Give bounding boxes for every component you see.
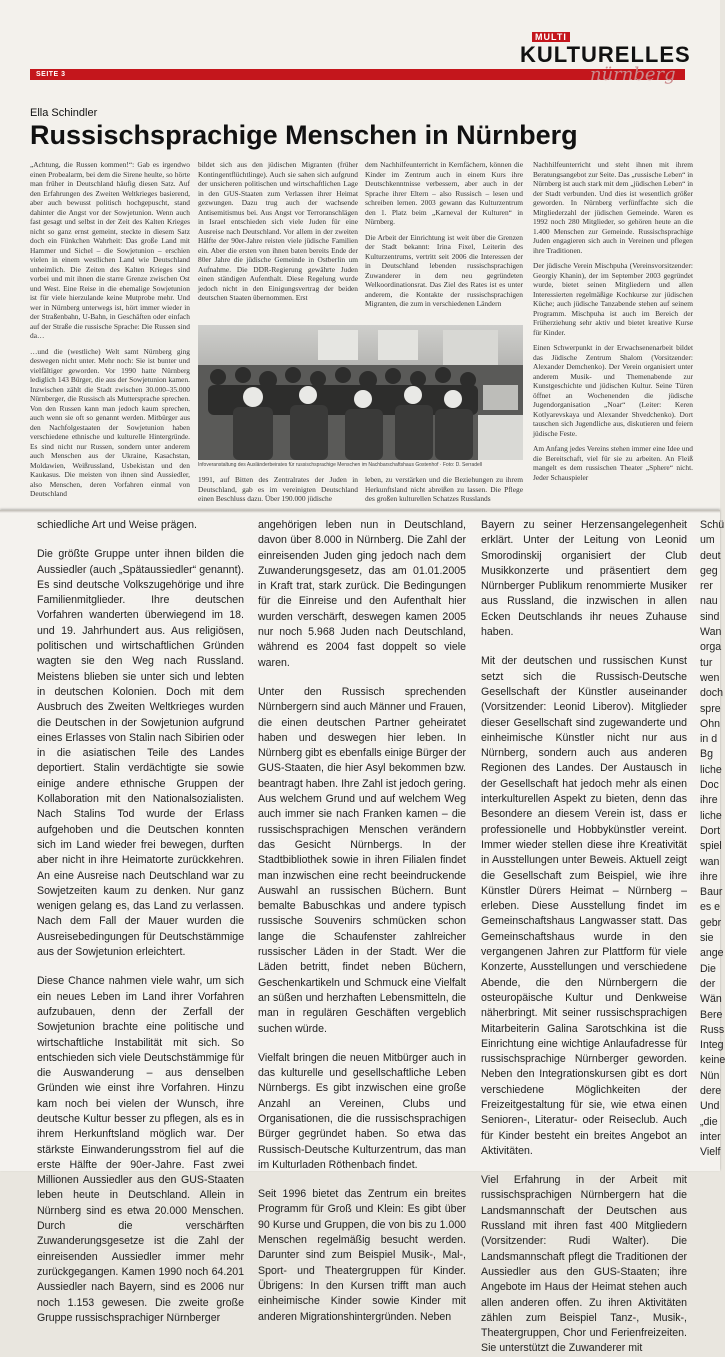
cropped-line-fragment: ihre bbox=[700, 794, 718, 807]
paragraph: 1991, auf Bitten des Zentralrates der Juden in Deutschland, gab es im vereinigten Deutschland einen Beschluss dazu. Über 190.000 jüdische bbox=[198, 475, 358, 503]
audience-photo-image bbox=[198, 325, 523, 460]
cropped-line-fragment: „die bbox=[700, 1115, 718, 1128]
page-number: SEITE 3 bbox=[36, 71, 66, 78]
cropped-line-fragment: Bere bbox=[700, 1008, 723, 1021]
logo-nuernberg: nürnberg bbox=[590, 64, 676, 85]
lower-column-4-cropped bbox=[700, 518, 725, 1168]
cropped-line-fragment: orga bbox=[700, 641, 722, 654]
cropped-line-fragment: Schü bbox=[700, 519, 725, 531]
cropped-line-fragment: wen bbox=[700, 671, 720, 684]
article-headline: Russischsprachige Menschen in Nürnberg bbox=[30, 120, 578, 150]
logo-multi: MULTI bbox=[532, 32, 570, 42]
cropped-line-fragment: Nün bbox=[700, 1069, 720, 1082]
article-column-3-continued bbox=[365, 475, 523, 510]
paragraph: dem Nachhilfeunterricht in Kernfächern, können die Kinder im Zentrum auch in einem Kurs ihre Deutschkenntnisse verbessern, aber auch in der Sprache ihrer Eltern – also Russisch – lesen und schreiben lernen. 2003 gewann das Kulturzentrum den 1. Platz beim „Karneval der Kulturen“ in Nürnberg. bbox=[365, 160, 523, 226]
cropped-line-fragment: inter bbox=[700, 1130, 721, 1143]
magazine-logo bbox=[520, 30, 710, 95]
paragraph: bildet sich aus den jüdischen Migranten (früher Kontingentflüchtlinge). Auch sie sahen sich aufgrund der unsicheren politischen und wirtschaftlichen Lage in den GUS-Staaten zum Verlassen ihrer Heimat gezwungen. Dazu trug auch der wachsende Antisemitismus bei. Aus Angst vor Terroranschlägen in Israel entschieden sich viele Juden für eine Ausreise nach Deutschland. Vor allem in der zweiten Hälfte der 90er-Jahre reisten viele jüdische Familien ein. Aber die ersten von ihnen baten bereits Ende der 80er Jahre die jüdische Gemeinde in Ostberlin um Aufnahme. Die DDR-Regierung gewährte Juden einen ständigen Aufenthalt. Diese Regelung wurde jedoch nicht in den Einigungsvertrag der beiden deutschen Staaten übernommen. Erst bbox=[198, 160, 358, 302]
paragraph: Die größte Gruppe unter ihnen bilden die Aussiedler (auch „Spätaussiedler“ genannt). Es sind deutsche Volkszugehörige und ihre Familienmitglieder. Ihre deutschen Vorfahren wanderten überwiegend im 18. und 19. Jahrhundert aus. Aus religiösen, politischen und wirtschaftlichen Gründen wagten sie den Weg nach Russland. Meistens blieben sie unter sich und lebten in deutschen Kolonien. Doch mit dem Ausbruch des Zweiten Weltkrieges wurden die Deutschen in der Sowjetunion aufgrund eines Erlasses von Stalin nach Sibirien oder in die asiatischen Teile des Landes deportiert. Stalin verdächtigte sie sowie einige andere ethnische Gruppen der Kollaboration mit den Nationalsozialisten. Nach Stalins Tod wurde der Erlass aufgehoben und die Deutschen konnten sich im Land wieder frei bewegen, durften aber nicht in ihre Heimatorte zurückkehren. An eine Ausreise nach Deutschland war zu Sowjetzeiten kaum zu denken. Nur ganz wenigen gelang es, das Land zu verlassen. Nach dem Fall der Mauer wurden die Ausreisebedingungen für Deutschstämmige aus der Sowjetunion erleichtert. bbox=[37, 548, 244, 959]
lower-column-2 bbox=[258, 518, 466, 1323]
newspaper-page-lower bbox=[0, 510, 725, 1355]
cropped-line-fragment: Bg bbox=[700, 748, 713, 761]
article-column-2-continued bbox=[198, 475, 358, 510]
cropped-line-fragment: keine bbox=[700, 1054, 725, 1067]
paragraph: …und die (westliche) Welt samt Nürnberg ging deswegen nicht unter. Mehr noch: Sie ist bunter und vielfältiger geworden. Vor 1990 hatte Nürnberg lediglich 143 Bürger, die aus der Sowjetunion kamen. Inzwischen zählt die Stadt zwischen 30.000–35.000 Nürnberger, die Russisch als Muttersprache sprechen. Von den Russen kann man jedoch kaum sprechen, auch wenn sie oft so genannt werden. Mitbürger aus den Nachfolgestaaten der Sowjetunion haben verschiedene ethnische und kulturelle Hintergründe. Es sind nicht nur Russen, sondern unter anderem auch Menschen aus der Ukraine, Kasachstan, Moldawien, Weißrussland, Usbekistan und den Kaukasus. Die meisten von ihnen sind Aussiedler, also Menschen, deren Vorfahren einmal von Deutschland bbox=[30, 346, 190, 498]
cropped-line-fragment: rer bbox=[700, 580, 713, 593]
cropped-line-fragment: sind bbox=[700, 610, 720, 623]
article-column-1 bbox=[30, 160, 190, 510]
cropped-line-fragment: Doc bbox=[700, 779, 719, 792]
cropped-line-fragment: spre bbox=[700, 702, 721, 715]
cropped-line-fragment: nau bbox=[700, 595, 718, 608]
logo-kulturelles: KULTURELLES bbox=[520, 42, 691, 67]
lower-column-3 bbox=[481, 518, 687, 1355]
cropped-line-fragment: dere bbox=[700, 1084, 722, 1097]
cropped-line-fragment: Wän bbox=[700, 993, 722, 1006]
cropped-line-fragment: Und bbox=[700, 1100, 720, 1113]
cropped-line-fragment: geg bbox=[700, 564, 718, 577]
cropped-line-fragment: Vielf bbox=[700, 1146, 721, 1159]
cropped-line-fragment: liche bbox=[700, 809, 722, 822]
photo-caption: Infoveranstaltung des Ausländerbeirates für russischsprachige Menschen im Nachbarschaftshaus Gostenhof · Foto: D. Serradell bbox=[198, 462, 483, 468]
cropped-line-fragment: der bbox=[700, 977, 716, 990]
cropped-line-fragment: Russ bbox=[700, 1023, 725, 1036]
paragraph: Vielfalt bringen die neuen Mitbürger auch in das kulturelle und gesellschaftliche Leben Nürnbergs. Es gibt inzwischen eine große Anzahl an Vereinen, Clubs und Organisationen, die die russischsprachigen Bürger gegründet haben. So etwa das Russisch-Deutsche Kulturzentrum, das man im Kulturladen Röthenbach findet. bbox=[258, 1051, 466, 1171]
paragraph: Am Anfang jedes Vereins stehen immer eine Idee und die Bereitschaft, viel für sie zu arbeiten. An Fleiß mangelt es dem russischen Theater „Sphere“ nicht. Jeder Schauspieler bbox=[533, 444, 693, 482]
cropped-line-fragment: ange bbox=[700, 947, 724, 960]
cropped-line-fragment: Integ bbox=[700, 1039, 724, 1052]
cropped-line-fragment: Wan bbox=[700, 626, 722, 639]
cropped-line-fragment: Ohn bbox=[700, 717, 721, 730]
paragraph: Die Arbeit der Einrichtung ist weit über die Grenzen der Stadt bekannt: Irina Fixel, Leiterin des Kulturzentrums, vertritt seit 2006 die Interessen der in Deutschland lebenden russischsprachigen Zuwanderer in dem neu gegründeten Welkoordinationsrat. Das Ziel des Rates ist es unter anderem, die Kontakte der russischsprachigen Migranten, die zum in verschiedenen Ländern bbox=[365, 232, 523, 308]
cropped-line-fragment: doch bbox=[700, 687, 723, 700]
cropped-line-fragment: Dort bbox=[700, 824, 721, 837]
article-column-4 bbox=[533, 160, 693, 510]
cropped-line-fragment: um bbox=[700, 534, 715, 547]
article-author: Ella Schindler bbox=[30, 107, 98, 119]
cropped-line-fragment: in d bbox=[700, 733, 718, 746]
paragraph: „Achtung, die Russen kommen!“: Gab es irgendwo einen Probealarm, bei dem die Sirene heulte, so hörte man früher in Deutschland häufig diesen Satz. Auf den Erfahrungen des Zweiten Weltkrieges basierend, aber auch bewusst politisch hochgepuscht, stand dahinter die Angst vor der Sowjetunion. Wenn auch fast gesagt und selbst in der Zeit des Kalten Krieges nicht so ganz ernst gemeint, steckte in diesem Satz doch ein Fünkchen Wahrheit: Das große Land mit Hammer und Sichel – die Sowjetunion – erschien vielen in einem westlichen Land wie Deutschland unheimlich. Die Zeiten des Kalten Krieges sind vorbei und mit ihnen die starre Grenze zwischen Ost und West. Eine Reise in die ehemalige Sowjetunion ist für viele hierzulande keine Mutprobe mehr. Und wer in Nürnberg unterwegs ist, hört immer wieder in der Straßenbahn, U-Bahn, in Geschäften oder einfach auf der Straße die russische Sprache: Die Russen sind da… bbox=[30, 160, 190, 340]
cropped-line-fragment: deut bbox=[700, 549, 721, 562]
lower-column-1 bbox=[37, 518, 244, 1324]
cropped-line-fragment: liche bbox=[700, 763, 722, 776]
paper-fold-shadow bbox=[0, 510, 720, 513]
cropped-line-fragment: tur bbox=[700, 656, 713, 669]
paragraph: Bayern zu seiner Herzensangelegenheit erklärt. Unter der Leitung von Leonid Smorodinskij organisiert der Club Musikkonzerte und präsentiert dem Nürnberger Publikum renommierte Musiker aus Russland, die inzwischen in allen Ecken Deutschlands ihr neues Zuhause haben. bbox=[481, 519, 687, 639]
article-column-2 bbox=[198, 160, 358, 320]
cropped-line-fragment: spiel bbox=[700, 840, 722, 853]
paragraph: Unter den Russisch sprechenden Nürnbergern sind auch Männer und Frauen, die einen deutschen Partner geheiratet haben und deswegen hier leben. In Nürnberg gibt es ebenfalls einige Bürger der GUS-Staaten, die hier Asyl bekommen bzw. beantragt haben. Ihre Zahl ist jedoch gering. Aus welchem Grund und auf welchem Weg auch immer sie nach Franken kamen – die russischsprachigen Menschen verändern das Gesicht Nürnbergs. In der Stadtbibliothek sowie in ihren Filialen findet man inzwischen eine recht beeindruckende Auswahl an russischen Büchern. Bunt bemalte Babuschkas und andere typisch russische Souvenirs schmücken schon lange die Schaufenster zahlreicher russischer Läden in der Stadt. Wer die Läden betritt, findet neben Büchern, Geschenkartikeln und Schmuck eine Vielfalt an süßen und herzhaften Lebensmitteln, die man in regulären Geschäften vergeblich suchen würde. bbox=[258, 685, 466, 1035]
cropped-line-fragment: es e bbox=[700, 901, 721, 914]
paragraph: Nachhilfeunterricht und steht ihnen mit ihrem Beratungsangebot zur Seite. Das „russische Leben“ in Nürnberg ist auch stark mit dem „jüdischen Leben“ in der Stadt verbunden. Und dies ist wesentlich größer geworden. In Nürnberg verfünffachte sich die Mitgliederzahl der jüdischen Gemeinde. Waren es 1992 noch 280 Mitglieder, so gehören heute an die 1.400 Menschen zur Gemeinde. Russischsprachige Juden engagieren sich auch in Vereinen und pflegen ihre Traditionen. bbox=[533, 160, 693, 255]
article-column-3 bbox=[365, 160, 523, 320]
cropped-line-fragment: gebr bbox=[700, 916, 722, 929]
cropped-line-fragment: Baur bbox=[700, 886, 723, 899]
paragraph: Einen Schwerpunkt in der Erwachsenenarbeit bildet das Jüdische Zentrum Shalom (Vorsitzender: Alexander Demchenko). Der Verein organisiert unter anderem Musik- und Themenabende zur Kunstgeschichte und jüdischen Kultur. Seine Türen öffnet an Wochenenden die jüdische Jugendorganisation „Noar“ (Leiter: Keren Kotlyarevskaya und Alexander Shvedchenko). Dort tauschen sich Jugendliche aus, diskutieren und feiern jüdische Feste. bbox=[533, 343, 693, 438]
paragraph: Mit der deutschen und russischen Kunst setzt sich die Russisch-Deutsche Gesellschaft der Künstler auseinander (Vorsitzender: Leonid Liberov). Mitglieder dieser Gesellschaft sind zugewanderte und einheimische Künstler nicht nur aus Nürnberg, sondern auch aus anderen Regionen des Landes. Der Austausch in der Gesellschaft hat jedoch mehr als einen interkulturellen Aspekt zu bieten, denn das Besondere an diesem Verein ist, dass er professionelle und Hobbykünstler vereint. Immer wieder stellen diese ihre Kreativität in Ausstellungen unter Beweis. Aktuell zeigt die Gesellschaft zum Beispiel, wie ihre Künstler Dürers Heimat – Nürnberg – erleben. Diese Ausstellung findet im Gemeinschaftshaus Langwasser statt. Das Gemeinschaftshaus wurde in den vergangenen Jahren zur Plattform für viele Konzerte, Ausstellungen und verschiedene Abende, die den Nürnbergern die osteuropäische Kultur und Denkweise näherbringt. Mit seiner russischsprachigen Mitarbeiterin Galina Sarotschkina ist die Einrichtung eine wichtige Anlaufadresse für russischsprachige Nürnberger geworden. Neben den Integrationskursen gibt es dort verschiedene Möglichkeiten der Freizeitgestaltung für sie, wie etwa einen Senioren-, Literatur- oder Reiseclub. Auch für Kinder besteht ein breites Angebot an Aktivitäten. bbox=[481, 655, 687, 1157]
paragraph: Diese Chance nahmen viele wahr, um sich ein neues Leben im Land ihrer Vorfahren aufzubauen, denn der Zerfall der Sowjetunion brachte eine politische und wirtschaftliche Instabilität mit sich. So entschieden sich viele Deutschstämmige für die Auswanderung – aus denselben Gründen wie einst ihre Vorfahren. Hinzu kam noch bei vielen der Wunsch, ihre deutsche Kultur besser zu pflegen, als es in ihrem Herkunftsland möglich war. Der stärkste Einwanderungsstrom fiel auf die erste Hälfte der 90er-Jahre. Fast zwei Millionen Aussiedler aus den GUS-Staaten leben heute in Deutschland. Allein in Nürnberg sind es etwa 20.000 Menschen. Durch die verschärften Zuwanderungsgesetze ist die Zahl der einreisenden Aussiedler immer mehr zurückgegangen. Kamen 1990 noch 64.201 Aussiedler nach Bayern, sind es 2006 nur noch 1.153 gewesen. Die zweite große Gruppe russischsprachiger Nürnberger bbox=[37, 975, 244, 1324]
paragraph: Der jüdische Verein Mischpuha (Vereinsvorsitzender: Georgiy Khanin), der im September 2003 gegründet wurde, bietet seinen Mitgliedern und allen Interessierten regelmäßige Kochkurse zur jüdischen Küche; auch jüdische Tanzabende stehen auf seinem Programm. Mischpuha ist auch im Bereich der Früherziehung sehr aktiv und bietet kreative Kurse für Kinder. bbox=[533, 261, 693, 337]
cropped-line-fragment: ihre bbox=[700, 870, 718, 883]
paragraph: Viel Erfahrung in der Arbeit mit russischsprachigen Nürnbergern hat die Landsmannschaft der Deutschen aus Russland mit ihren fast 400 Mitgliedern (Vorsitzender: Rudi Walter). Die Landsmannschaft pflegt die Traditionen der Aussiedler aus den GUS-Staaten; ihre Angebote im Haus der Heimat stehen auch allen anderen offen. Zu ihren Aktivitäten zählen zum Beispiel Tanz-, Musik-, Theatergruppen, Chor und Ferienfreizeiten. Sie unterstützt die Zuwanderer mit bbox=[481, 1174, 687, 1355]
paragraph: Seit 1996 bietet das Zentrum ein breites Programm für Groß und Klein: Es gibt über 90 Kurse und Gruppen, die von bis zu 1.000 Menschen regelmäßig besucht werden. Darunter sind zum Beispiel Musik-, Mal-, Sport- und Theatergruppen für Kinder. Übrigens: In den Kursen trifft man auch einheimische Kinder sowie Kinder mit anderen Migrationshintergründen. Neben bbox=[258, 1188, 466, 1323]
cropped-line-fragment: Die bbox=[700, 962, 716, 975]
newspaper-page-upper bbox=[0, 0, 720, 510]
cropped-line-fragment: sie bbox=[700, 932, 714, 945]
paragraph: angehörigen leben nun in Deutschland, davon über 8.000 in Nürnberg. Die Zahl der einreisenden Juden ging jedoch nach dem Zuwanderungsgesetz, das am 01.01.2005 in Kraft trat, stark zurück. Die Bedingungen für die Einreise und den Aufenthalt hier wurden verschärft, deswegen kamen 2005 nur noch 5.968 Juden nach Deutschland, während es 2004 fast doppelt so viele waren. bbox=[258, 519, 466, 669]
event-photo bbox=[198, 325, 523, 460]
cropped-line-fragment: wan bbox=[700, 855, 720, 868]
paragraph: leben, zu verstärken und die Beziehungen zu ihrem Herkunftsland nicht abreißen zu lassen. Die Pflege des großen kulturellen Schatzes Russlands bbox=[365, 475, 523, 503]
paragraph: schiedliche Art und Weise prägen. bbox=[37, 519, 197, 531]
